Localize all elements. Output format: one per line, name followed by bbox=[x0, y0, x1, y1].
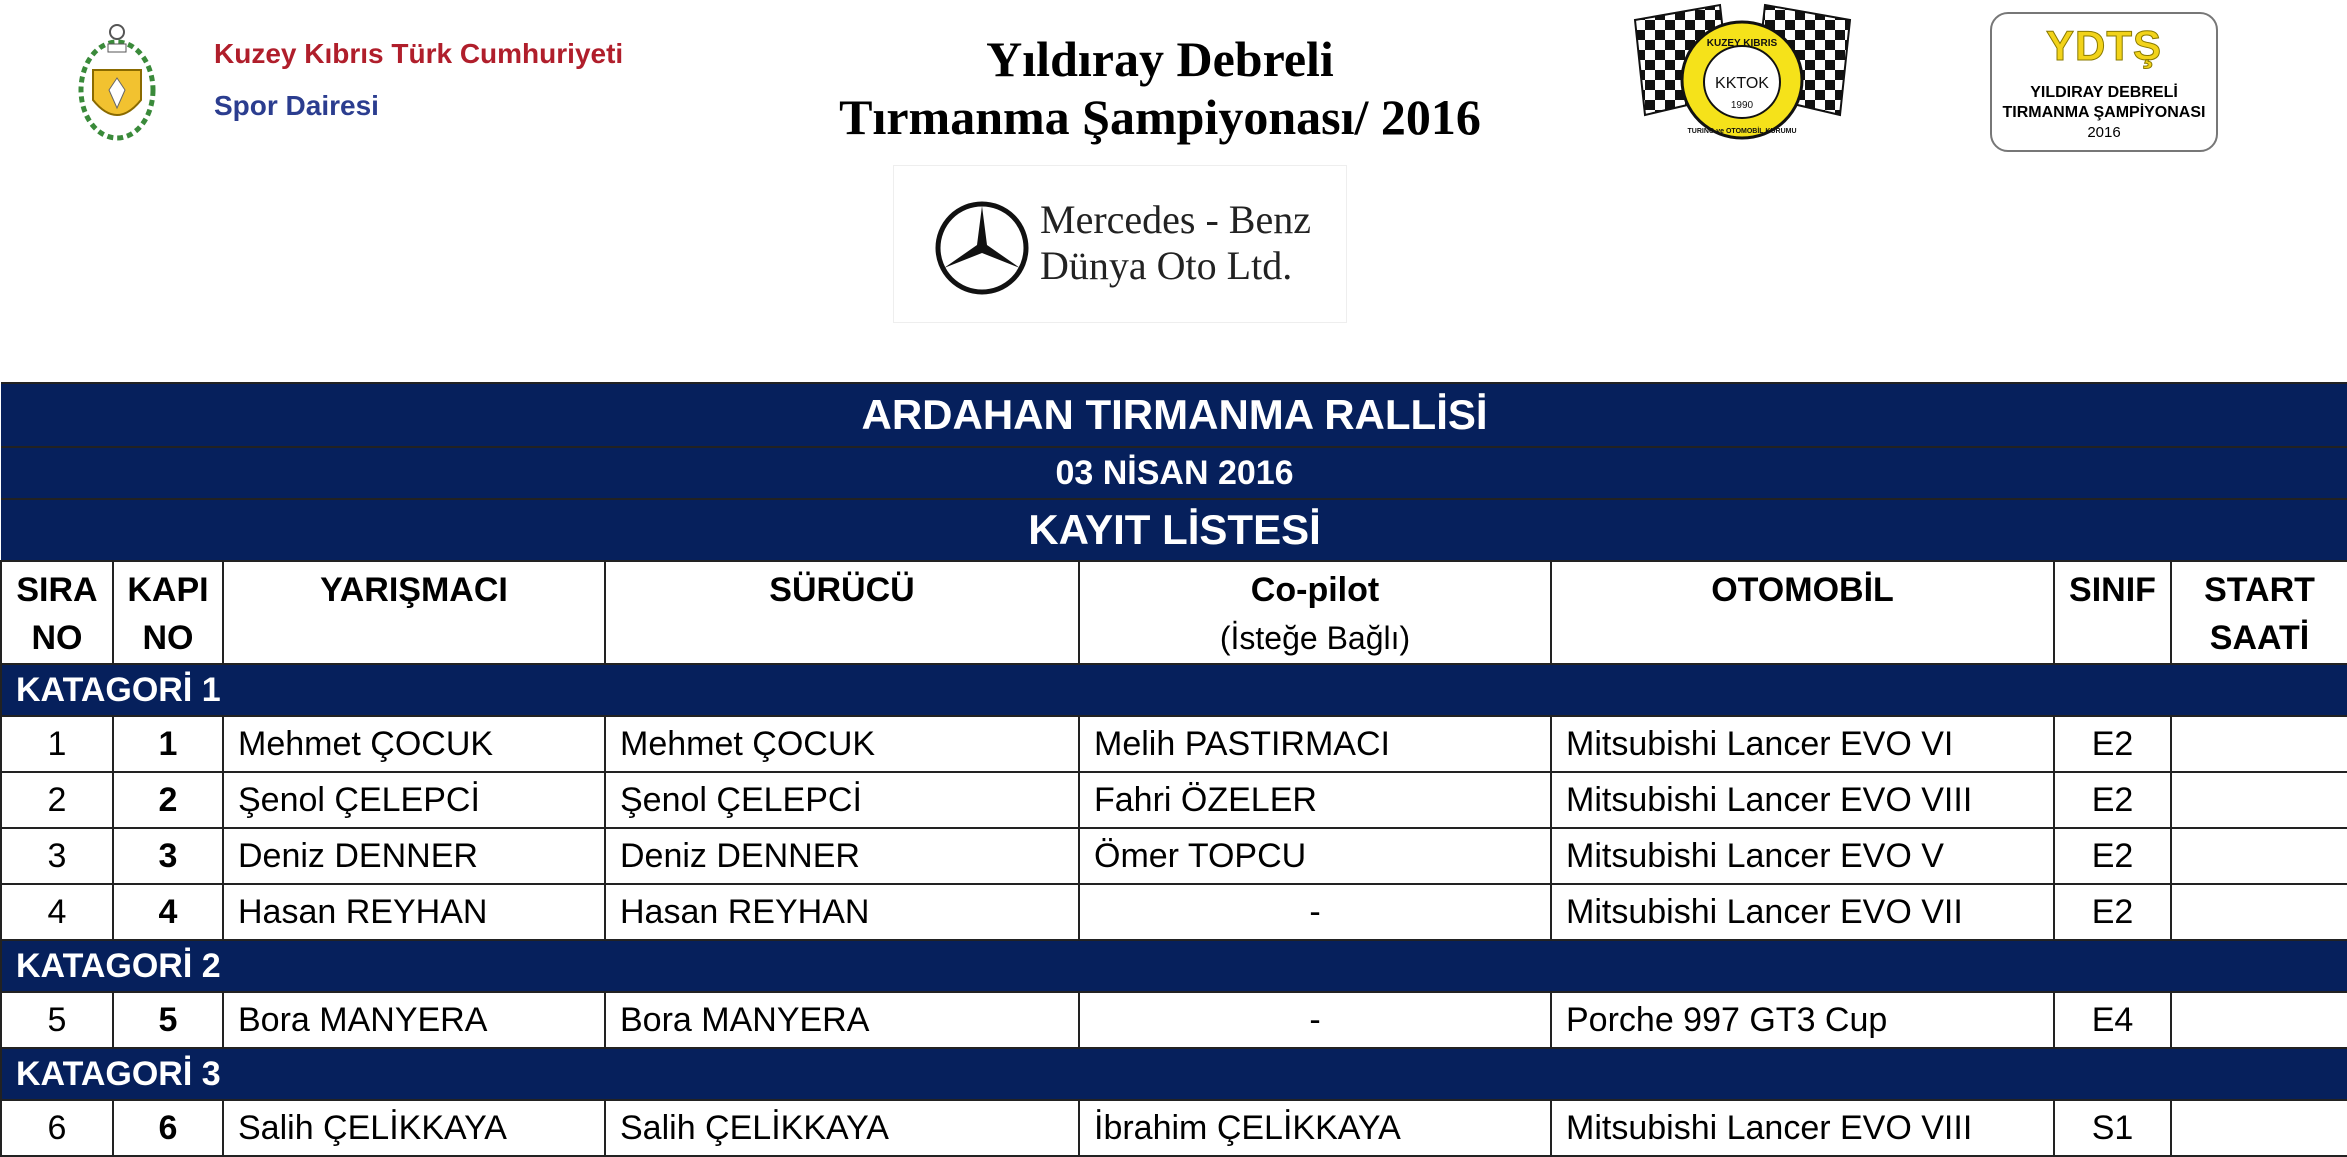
list-title: KAYIT LİSTESİ bbox=[1, 499, 2347, 561]
col-sinif: SINIF bbox=[2054, 561, 2171, 664]
entry-surucu: Salih ÇELİKKAYA bbox=[605, 1100, 1079, 1156]
ydts-line2: TIRMANMA ŞAMPİYONASI bbox=[2002, 104, 2206, 121]
entry-sinif: S1 bbox=[2054, 1100, 2171, 1156]
kktok-bottom-text: TURING ve OTOMOBİL KURUMU bbox=[1687, 128, 1797, 135]
col-yarismaci: YARIŞMACI bbox=[223, 561, 605, 664]
entry-kapi: 4 bbox=[113, 884, 223, 940]
sponsor-logo bbox=[893, 165, 1347, 323]
entry-yarismaci: Deniz DENNER bbox=[223, 828, 605, 884]
entry-otomobil: Mitsubishi Lancer EVO V bbox=[1551, 828, 2054, 884]
entry-copilot: İbrahim ÇELİKKAYA bbox=[1079, 1100, 1551, 1156]
entry-sira: 6 bbox=[1, 1100, 113, 1156]
entry-otomobil: Porche 997 GT3 Cup bbox=[1551, 992, 2054, 1048]
category-row bbox=[1, 1048, 2347, 1100]
entry-otomobil: Mitsubishi Lancer EVO VI bbox=[1551, 716, 2054, 772]
entry-kapi: 1 bbox=[113, 716, 223, 772]
entry-copilot: Fahri ÖZELER bbox=[1079, 772, 1551, 828]
org-name-line1: Kuzey Kıbrıs Türk Cumhuriyeti bbox=[214, 38, 624, 69]
entry-start bbox=[2171, 828, 2347, 884]
kktok-logo bbox=[1625, 0, 1860, 150]
entry-yarismaci: Hasan REYHAN bbox=[223, 884, 605, 940]
entry-kapi: 6 bbox=[113, 1100, 223, 1156]
entry-yarismaci: Salih ÇELİKKAYA bbox=[223, 1100, 605, 1156]
entry-copilot: Melih PASTIRMACI bbox=[1079, 716, 1551, 772]
entry-start bbox=[2171, 716, 2347, 772]
col-kapi-no: KAPI NO bbox=[113, 561, 223, 664]
championship-title-line1: Yıldıray Debreli bbox=[986, 31, 1334, 87]
col-surucu: SÜRÜCÜ bbox=[605, 561, 1079, 664]
category-label: KATAGORİ 3 bbox=[1, 1048, 2347, 1100]
table-row bbox=[1, 1100, 2347, 1156]
mercedes-star-icon bbox=[934, 200, 1030, 296]
ydts-year: 2016 bbox=[2087, 124, 2121, 141]
entry-surucu: Hasan REYHAN bbox=[605, 884, 1079, 940]
championship-title-line2: Tırmanma Şampiyonası/ 2016 bbox=[839, 89, 1481, 145]
sponsor-line2: Dünya Oto Ltd. bbox=[1040, 243, 1293, 288]
entry-sira: 1 bbox=[1, 716, 113, 772]
kktc-emblem-logo bbox=[78, 20, 156, 142]
event-date: 03 NİSAN 2016 bbox=[1, 447, 2347, 499]
entry-yarismaci: Şenol ÇELEPCİ bbox=[223, 772, 605, 828]
sponsor-line1: Mercedes - Benz bbox=[1040, 197, 1311, 242]
kktok-top-text: KUZEY KIBRIS bbox=[1706, 38, 1778, 49]
entry-otomobil: Mitsubishi Lancer EVO VIII bbox=[1551, 1100, 2054, 1156]
col-sira-no: SIRA NO bbox=[1, 561, 113, 664]
col-start-saati: START SAATİ bbox=[2171, 561, 2347, 664]
table-row bbox=[1, 884, 2347, 940]
entry-sinif: E2 bbox=[2054, 828, 2171, 884]
entry-yarismaci: Mehmet ÇOCUK bbox=[223, 716, 605, 772]
entry-otomobil: Mitsubishi Lancer EVO VII bbox=[1551, 884, 2054, 940]
entry-kapi: 5 bbox=[113, 992, 223, 1048]
table-row bbox=[1, 772, 2347, 828]
org-name-line2: Spor Dairesi bbox=[214, 90, 379, 121]
entry-copilot: Ömer TOPCU bbox=[1079, 828, 1551, 884]
entry-kapi: 2 bbox=[113, 772, 223, 828]
entry-surucu: Deniz DENNER bbox=[605, 828, 1079, 884]
col-copilot: Co-pilot (İsteğe Bağlı) bbox=[1079, 561, 1551, 664]
entry-start bbox=[2171, 772, 2347, 828]
category-row bbox=[1, 664, 2347, 716]
table-row bbox=[1, 716, 2347, 772]
entry-sira: 2 bbox=[1, 772, 113, 828]
entry-surucu: Mehmet ÇOCUK bbox=[605, 716, 1079, 772]
entry-start bbox=[2171, 884, 2347, 940]
entry-surucu: Şenol ÇELEPCİ bbox=[605, 772, 1079, 828]
table-row bbox=[1, 828, 2347, 884]
entry-otomobil: Mitsubishi Lancer EVO VIII bbox=[1551, 772, 2054, 828]
entry-sira: 5 bbox=[1, 992, 113, 1048]
ydts-logo bbox=[1990, 12, 2218, 152]
col-otomobil: OTOMOBİL bbox=[1551, 561, 2054, 664]
registration-table bbox=[0, 382, 2347, 1157]
event-title: ARDAHAN TIRMANMA RALLİSİ bbox=[1, 383, 2347, 447]
entry-sira: 3 bbox=[1, 828, 113, 884]
kktok-year: 1990 bbox=[1730, 100, 1754, 111]
entry-yarismaci: Bora MANYERA bbox=[223, 992, 605, 1048]
category-row bbox=[1, 940, 2347, 992]
table-header-row bbox=[1, 561, 2347, 664]
entry-kapi: 3 bbox=[113, 828, 223, 884]
ydts-line1: YILDIRAY DEBRELİ bbox=[2030, 84, 2178, 101]
entry-start bbox=[2171, 992, 2347, 1048]
category-label: KATAGORİ 1 bbox=[1, 664, 2347, 716]
table-row bbox=[1, 992, 2347, 1048]
entry-sira: 4 bbox=[1, 884, 113, 940]
kktok-center-text: KKTOK bbox=[1715, 75, 1769, 92]
category-label: KATAGORİ 2 bbox=[1, 940, 2347, 992]
entry-sinif: E2 bbox=[2054, 716, 2171, 772]
ydts-abbr: YDTŞ bbox=[2045, 22, 2162, 69]
entry-surucu: Bora MANYERA bbox=[605, 992, 1079, 1048]
entry-copilot: - bbox=[1079, 884, 1551, 940]
entry-start bbox=[2171, 1100, 2347, 1156]
entry-copilot: - bbox=[1079, 992, 1551, 1048]
entry-sinif: E2 bbox=[2054, 884, 2171, 940]
entry-sinif: E4 bbox=[2054, 992, 2171, 1048]
entry-sinif: E2 bbox=[2054, 772, 2171, 828]
